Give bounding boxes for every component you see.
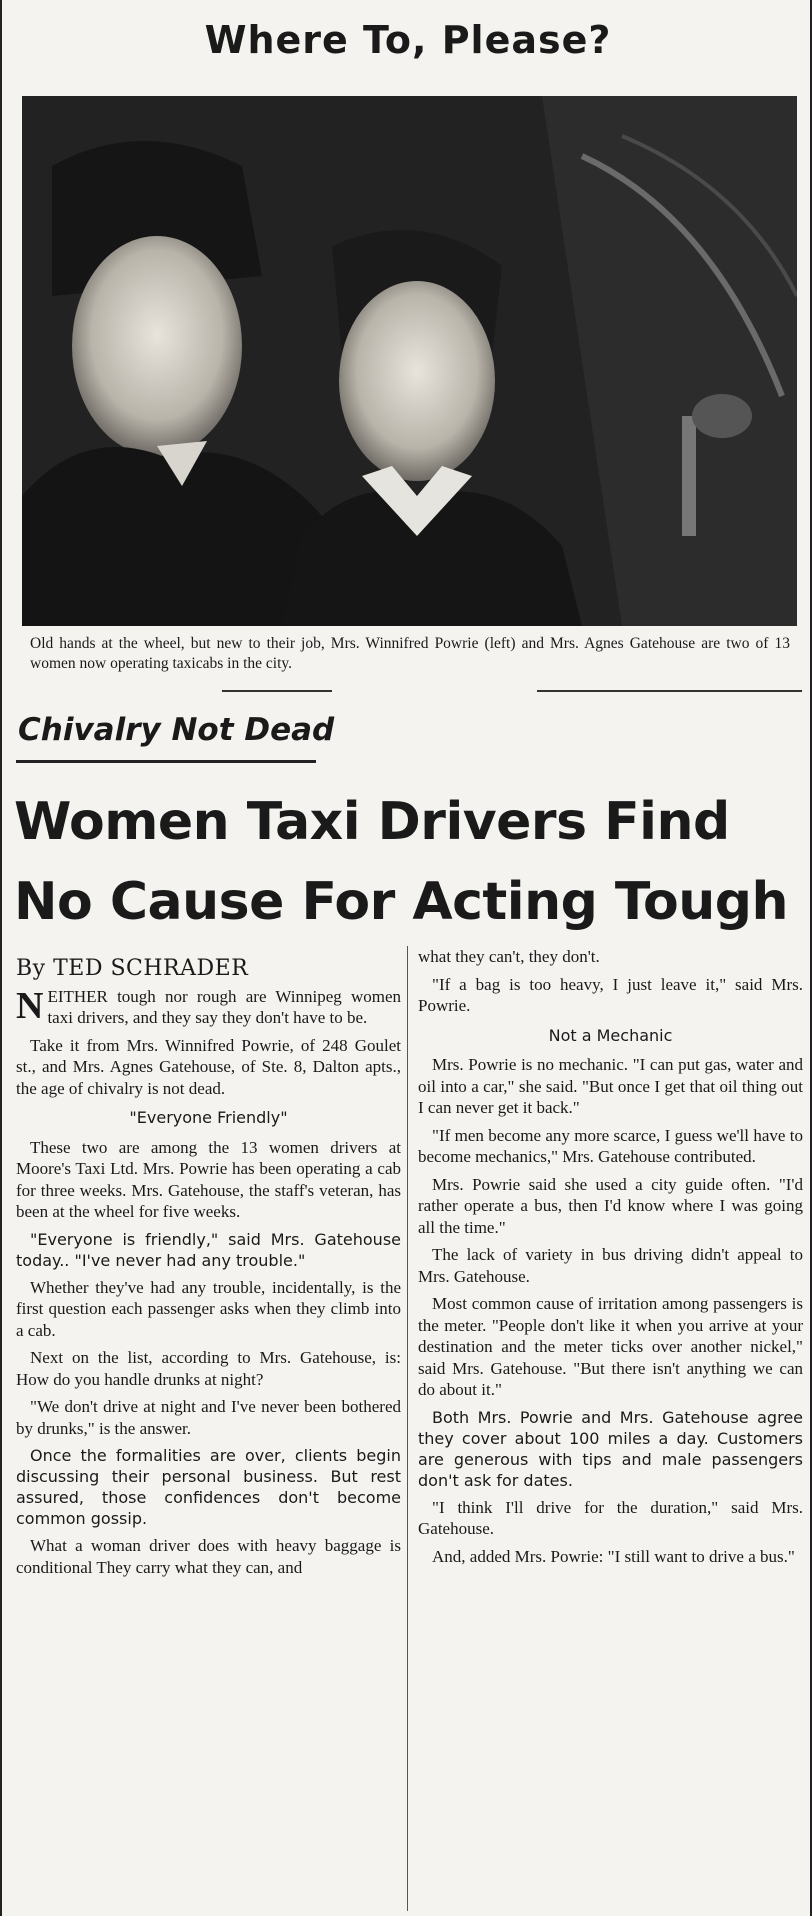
headline-line-2: No Cause For Acting Tough [14, 872, 788, 932]
paragraph: And, added Mrs. Powrie: "I still want to drive a bus." [432, 1546, 795, 1566]
section-label: Chivalry Not Dead [18, 712, 335, 748]
paragraph: Most common cause of irritation among passengers is the meter. "People don't like it when you arrive at your destination and the meter ticks over another nickel," said Mrs. Gatehouse. "But there isn't anything we can do about it." [418, 1294, 803, 1399]
photo-two-women-drivers [22, 96, 797, 626]
subhead-everyone-friendly: "Everyone Friendly" [129, 1108, 288, 1127]
headline [14, 782, 804, 942]
paragraph: Take it from Mrs. Winnifred Powrie, of 248 Goulet st., and Mrs. Agnes Gatehouse, of Ste. 8, Dalton apts., the age of chivalry is not dead. [16, 1035, 401, 1098]
paragraph: The lack of variety in bus driving didn't appeal to Mrs. Gatehouse. [418, 1245, 803, 1286]
column-divider [407, 946, 408, 1911]
paragraph: What a woman driver does with heavy baggage is conditional They carry what they can, and [16, 1536, 401, 1577]
headline-line-1: Women Taxi Drivers Find [14, 792, 730, 852]
paragraph: Once the formalities are over, clients begin discussing their personal business. But rest assured, those confidences don't become common gossip. [16, 1446, 401, 1528]
byline: By TED SCHRADER [16, 956, 249, 981]
paragraph: what they can't, they don't. [418, 947, 600, 966]
paragraph: Mrs. Powrie is no mechanic. "I can put gas, water and oil into a car," she said. "But once I get that oil thing out I can never get it back." [418, 1055, 803, 1117]
paragraph: Mrs. Powrie said she used a city guide often. "I'd rather operate a bus, then I'd know where I was going all the time." [418, 1174, 803, 1237]
paragraph: "If a bag is too heavy, I just leave it," said Mrs. Powrie. [418, 974, 803, 1015]
paragraph: Next on the list, according to Mrs. Gatehouse, is: How do you handle drunks at night? [16, 1348, 401, 1389]
article-column-1 [16, 946, 401, 1584]
subhead-not-a-mechanic: Not a Mechanic [548, 1025, 673, 1045]
paragraph: "We don't drive at night and I've never been bothered by drunks," is the answer. [16, 1397, 401, 1438]
paragraph: Whether they've had any trouble, incidentally, is the first question each passenger asks when they climb into a cab. [16, 1277, 401, 1340]
article-column-2 [418, 946, 803, 1573]
photo-caption: Old hands at the wheel, but new to their job, Mrs. Winnifred Powrie (left) and Mrs. Agnes Gatehouse are two of 13 women now operating taxicabs in the city. [30, 635, 790, 672]
photo-illustration [22, 96, 797, 626]
kicker-title: Where To, Please? [204, 18, 612, 62]
paragraph: "I think I'll drive for the duration," said Mrs. Gatehouse. [418, 1497, 803, 1538]
divider-rule-left [222, 690, 332, 692]
divider-rule-right [537, 690, 802, 692]
paragraph: Both Mrs. Powrie and Mrs. Gatehouse agree they cover about 100 miles a day. Customers are generous with tips and male passengers don't ask for dates. [418, 1407, 803, 1490]
paragraph-lead: NEITHER tough nor rough are Winnipeg women taxi drivers, and they say they don't have to be. [16, 984, 401, 1027]
paragraph: "If men become any more scarce, I guess we'll have to become mechanics," Mrs. Gatehouse contributed. [418, 1125, 803, 1166]
paragraph: These two are among the 13 women drivers at Moore's Taxi Ltd. Mrs. Powrie has been operating a cab for three weeks. Mrs. Gatehouse, the staff's veteran, has been at the wheel for five weeks. [16, 1137, 401, 1221]
section-underline [16, 760, 316, 763]
drop-cap: N [16, 984, 44, 1027]
paragraph: "Everyone is friendly," said Mrs. Gatehouse today.. "I've never had any trouble." [16, 1229, 401, 1270]
